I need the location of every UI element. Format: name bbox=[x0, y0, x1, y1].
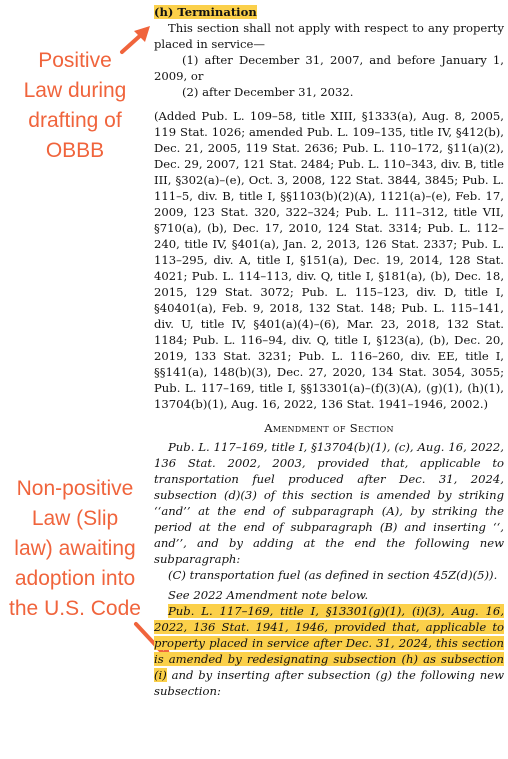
amendment-subparagraph: (C) transportation fuel (as defined in section 45Z(d)(5)). bbox=[168, 568, 498, 582]
annotation-positive-law bbox=[0, 46, 150, 166]
annotation-non-positive-law bbox=[0, 474, 150, 624]
citation-history: (Added Pub. L. 109–58, title XIII, §1333(a), Aug. 8, 2005, 119 Stat. 1026; amended Pub. L. 109–135, title IV, §412(b), Dec. 21, 2005, 119 Stat. 2636; Pub. L. 110–172, §11(a)(2), Dec. 29, 2007, 121 Stat. 2484; Pub. L. 110–343, div. B, title III, §302(a)–(e), Oct. 3, 2008, 122 Stat. 3844, 3845; Pub. L. 111–5, div. B, title I, §§1103(b)(2)(A), 1121(a)–(e), Feb. 17, 2009, 123 Stat. 320, 322–324; Pub. L. 111–312, title VII, §710(a), (b), Dec. 17, 2010, 124 Stat. 3314; Pub. L. 112–240, title IV, §401(a), Jan. 2, 2013, 126 Stat. 2337; Pub. L. 113–295, div. A, title I, §151(a), Dec. 19, 2014, 128 Stat. 4021; Pub. L. 114–113, div. Q, title I, §181(a), (b), Dec. 18, 2015, 129 Stat. 3072; Pub. L. 115–123, div. D, title I, §40401(a), Feb. 9, 2018, 132 Stat. 148; Pub. L. 115–141, div. U, title IV, §401(a)(4)–(6), Mar. 23, 2018, 132 Stat. 1184; Pub. L. 116–94, div. Q, title I, §123(a), (b), Dec. 20, 2019, 133 Stat. 3231; Pub. L. 116–260, div. EE, title I, §§141(a), 148(b)(3), Dec. 27, 2020, 134 Stat. 3054, 3055; Pub. L. 117–169, title I, §§13301(a)–(f)(3)(A), (g)(1), (h)(1), 13704(b)(1), Aug. 16, 2022, 136 Stat. 1941–1946, 2002.) bbox=[154, 109, 504, 411]
section-intro: This section shall not apply with respect to any property placed in service— bbox=[154, 21, 504, 51]
arrow-top-icon bbox=[118, 22, 154, 56]
annotation-line: drafting of bbox=[28, 109, 122, 132]
annotation-line: Law during bbox=[23, 79, 127, 102]
slip-law-trailing-text: and by inserting after subsection (g) the following new subsection: bbox=[154, 668, 504, 698]
annotation-line: adoption into bbox=[14, 567, 136, 590]
amendment-note: Pub. L. 117–169, title I, §13704(b)(1), (c), Aug. 16, 2022, 136 Stat. 2002, 2003, provided that, applicable to transportation fuel produced after Dec. 31, 2024, subsection (d)(3) of this section is amended by striking ‘‘and’’ at the end of subparagraph (A), by striking the period at the end of subparagraph (B) and inserting ‘‘, and’’, and by adding at the end the following new subparagraph: bbox=[154, 440, 504, 566]
amendment-heading: Amendment of Section bbox=[264, 421, 394, 435]
annotation-line: the U.S. Code bbox=[9, 597, 141, 620]
annotation-line: Non-positive bbox=[16, 477, 134, 500]
highlighted-heading: (h) Termination bbox=[154, 5, 257, 19]
annotation-line: Positive bbox=[38, 49, 112, 72]
slip-law-note bbox=[154, 603, 504, 699]
section-item-1: (1) after December 31, 2007, and before January 1, 2009, or bbox=[154, 53, 504, 83]
see-note: See 2022 Amendment note below. bbox=[168, 588, 369, 602]
highlighted-slip-law-text: Pub. L. 117–169, title I, §13301(g)(1), (i)(3), Aug. 16, 2022, 136 Stat. 1941, 1946, provided that, applicable to property placed in service after Dec. 31, 2024, this section is amended by redesignating subsection (h) as subsection (i) bbox=[154, 604, 504, 682]
section-heading bbox=[154, 4, 504, 20]
annotation-line: OBBB bbox=[45, 139, 105, 162]
section-item-2: (2) after December 31, 2032. bbox=[182, 85, 354, 99]
annotation-line: Law (Slip bbox=[31, 507, 119, 530]
annotation-line: law) awaiting bbox=[14, 537, 136, 560]
statute-document bbox=[154, 0, 504, 699]
